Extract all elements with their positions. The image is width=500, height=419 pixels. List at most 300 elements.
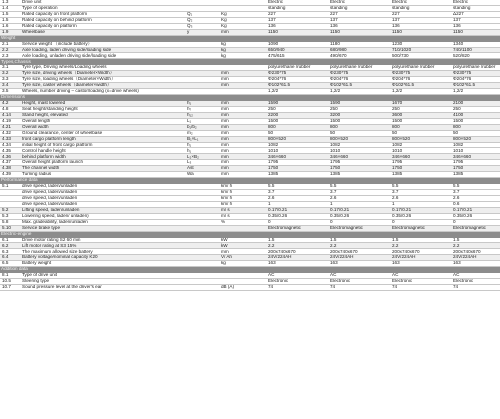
row-value-model-4: 0: [439, 219, 500, 225]
row-number: 6.4: [0, 255, 21, 261]
row-value-model-4: Δ227: [439, 11, 500, 17]
row-number: 6.2: [0, 243, 21, 249]
row-symbol: Q₁: [186, 11, 220, 17]
row-value-model-2: Electromagnetic: [316, 225, 378, 231]
row-label: Max. gradeability, laden/unladen: [21, 219, 186, 225]
row-value-model-4: 2.2: [439, 243, 500, 249]
row-value-model-4: 1500: [439, 118, 500, 124]
row-label: Rated capacity on platform: [21, 23, 186, 29]
row-value-model-4: 1010: [439, 148, 500, 154]
row-unit: km/ h: [220, 190, 254, 196]
row-unit: mm: [220, 160, 254, 166]
row-number: 3.4: [0, 83, 21, 89]
row-label: Service weight （include battery）: [21, 41, 186, 47]
row-value-model-4: 136: [439, 23, 500, 29]
row-symbol: Q₂: [186, 17, 220, 23]
row-label: Type of drive unit: [21, 273, 186, 279]
row-value-model-3: 710/1020: [378, 47, 439, 53]
row-value-model-1: Φ230*75: [254, 71, 316, 77]
row-value-model-2: 250: [316, 106, 378, 112]
row-value-model-1: Electronic: [254, 279, 316, 285]
row-value-model-1: 163: [254, 261, 316, 267]
row-label: Battery weight: [21, 261, 186, 267]
row-number: 2.1: [0, 41, 21, 47]
row-number: 6.3: [0, 249, 21, 255]
row-value-model-1: 3.7: [254, 190, 316, 196]
row-unit: km/ h: [220, 184, 254, 190]
row-unit: mm: [220, 136, 254, 142]
row-number: 8.1: [0, 273, 21, 279]
row-symbol: B₁×L₁: [186, 136, 220, 142]
row-label: drive speed, laden/unladen: [21, 190, 186, 196]
row-value-model-2: 1750: [316, 166, 378, 172]
row-label: Overall length: [21, 118, 186, 124]
row-value-model-1: 74: [254, 285, 316, 291]
row-value-model-1: 1082: [254, 142, 316, 148]
row-value-model-2: 3200: [316, 112, 378, 118]
row-value-model-2: 2.6: [316, 195, 378, 201]
row-symbol: [186, 285, 220, 291]
row-value-model-3: 136: [378, 23, 439, 29]
row-value-model-3: 1082: [378, 142, 439, 148]
row-unit: kg: [220, 41, 254, 47]
row-number: 2.3: [0, 53, 21, 59]
row-value-model-1: 1150: [254, 29, 316, 35]
row-label: Axle loading, laden driving side/loading side: [21, 47, 186, 53]
row-label: Seat height/standing height: [21, 106, 186, 112]
row-number: 5.10: [0, 225, 21, 231]
row-label: Sound pressure level at the driver's ear: [21, 285, 186, 291]
row-value-model-1: 1750: [254, 166, 316, 172]
row-value-model-4: 50: [439, 130, 500, 136]
row-value-model-2: 800: [316, 124, 378, 130]
row-value-model-2: polyurethane /rubber: [316, 65, 378, 71]
row-value-model-2: 24V/224AH: [316, 255, 378, 261]
row-value-model-1: 1795: [254, 160, 316, 166]
row-value-model-4: standing: [439, 5, 500, 11]
row-unit: mm: [220, 83, 254, 89]
row-value-model-1: 475/615: [254, 53, 316, 59]
row-value-model-4: 346×660: [439, 154, 500, 160]
row-value-model-1: 24V/224AH: [254, 255, 316, 261]
row-value-model-3: Φ204*76: [378, 77, 439, 83]
row-unit: mm: [220, 166, 254, 172]
row-number: 4.38: [0, 166, 21, 172]
row-value-model-4: 0.35/0.26: [439, 213, 500, 219]
row-unit: m/ s: [220, 213, 254, 219]
row-number: 1.4: [0, 5, 21, 11]
row-unit: m/ s: [220, 207, 254, 213]
row-value-model-2: 200x740x670: [316, 249, 378, 255]
row-label: Control handle height: [21, 148, 186, 154]
row-unit: mm: [220, 124, 254, 130]
row-value-model-2: 2.2: [316, 243, 378, 249]
row-number: 3.2: [0, 71, 21, 77]
row-value-model-3: 1230: [378, 41, 439, 47]
row-label: Turning radius: [21, 172, 186, 178]
row-unit: mm: [220, 71, 254, 77]
row-value-model-4: 520/820: [439, 53, 500, 59]
row-value-model-1: 0.35/0.26: [254, 213, 316, 219]
row-unit: kW: [220, 243, 254, 249]
row-value-model-1: Φ102*61.5: [254, 83, 316, 89]
row-value-model-3: 3.7: [378, 190, 439, 196]
row-value-model-3: 2.2: [378, 243, 439, 249]
row-label: Battery voltage/nominal capacity K20: [21, 255, 186, 261]
row-label: Height, mast lowered: [21, 100, 186, 106]
row-number: 4.19: [0, 118, 21, 124]
row-number: 4.39: [0, 172, 21, 178]
row-number: 3.5: [0, 89, 21, 95]
row-value-model-2: Φ102*61.5: [316, 83, 378, 89]
row-label: Ground clearance, center of wheelbase: [21, 130, 186, 136]
row-label: Tyre size, driving wheels（Diameter×Width）: [21, 71, 186, 77]
spec-row: [0, 285, 500, 291]
row-value-model-2: 800×520: [316, 136, 378, 142]
row-label: drive speed, laden/unladen: [21, 195, 186, 201]
row-number: 4.33: [0, 136, 21, 142]
row-unit: mm: [220, 142, 254, 148]
row-symbol: L₂×B₂: [186, 154, 220, 160]
row-label: drive speed, laden/unladen: [21, 201, 186, 207]
row-value-model-3: Φ102*61.5: [378, 83, 439, 89]
row-unit: kW: [220, 237, 254, 243]
row-value-model-1: 1010: [254, 148, 316, 154]
row-value-model-2: 0.17/0.21: [316, 207, 378, 213]
row-value-model-4: 2.6: [439, 195, 500, 201]
row-unit: dB (A): [220, 285, 254, 291]
row-value-model-4: 800: [439, 124, 500, 130]
row-value-model-1: standing: [254, 5, 316, 11]
row-label: Drive unit: [21, 0, 186, 5]
row-unit: mm: [220, 130, 254, 136]
row-value-model-1: 5.5: [254, 184, 316, 190]
row-label: Steering type: [21, 279, 186, 285]
row-unit: mm: [220, 148, 254, 154]
row-unit: Kg: [220, 17, 254, 23]
row-symbol: L₁: [186, 118, 220, 124]
row-value-model-2: 227: [316, 11, 378, 17]
row-label: Overall height platform launch: [21, 160, 186, 166]
row-value-model-1: 2.2: [254, 243, 316, 249]
row-number: 10.7: [0, 285, 21, 291]
row-value-model-4: 1795: [439, 160, 500, 166]
row-unit: mm: [220, 249, 254, 255]
section-title: Dimensions: [0, 95, 500, 101]
row-number: 2.2: [0, 47, 21, 53]
row-value-model-4: 1082: [439, 142, 500, 148]
row-label: Drive motor rating S2 60 min: [21, 237, 186, 243]
row-number: 1.3: [0, 0, 21, 5]
row-value-model-2: standing: [316, 5, 378, 11]
row-unit: km/ h: [220, 195, 254, 201]
row-value-model-2: 3.7: [316, 190, 378, 196]
row-value-model-1: 346×660: [254, 154, 316, 160]
row-value-model-2: Electronic: [316, 279, 378, 285]
row-unit: kg: [220, 53, 254, 59]
row-label: Wheelbase: [21, 29, 186, 35]
section-title: Types,Chassis: [0, 59, 500, 65]
row-label: Rated capacity on behind platform: [21, 17, 186, 23]
row-label: Stand height, elevated: [21, 112, 186, 118]
row-value-model-3: 250: [378, 106, 439, 112]
row-value-model-1: 1590: [254, 100, 316, 106]
row-value-model-2: 1082: [316, 142, 378, 148]
row-value-model-2: 5.5: [316, 184, 378, 190]
row-value-model-2: 1.5: [316, 237, 378, 243]
row-symbol: y: [186, 29, 220, 35]
row-symbol: L₃: [186, 160, 220, 166]
row-value-model-3: Φ230*75: [378, 71, 439, 77]
row-symbol: h₇: [186, 106, 220, 112]
row-value-model-3: 227: [378, 11, 439, 17]
row-value-model-3: 800×520: [378, 136, 439, 142]
row-value-model-2: 1,2/2: [316, 89, 378, 95]
row-symbol: h₁: [186, 100, 220, 106]
row-value-model-1: 200x740x670: [254, 249, 316, 255]
row-number: 5.8: [0, 219, 21, 225]
row-symbol: Wa: [186, 172, 220, 178]
row-value-model-3: 24V/224AH: [378, 255, 439, 261]
row-value-model-4: 5.5: [439, 184, 500, 190]
section-title: Performance data: [0, 178, 500, 184]
row-value-model-3: 346×660: [378, 154, 439, 160]
row-unit: mm: [220, 118, 254, 124]
row-value-model-2: 1: [316, 201, 378, 207]
row-label: Lift motor rating at S3 15%: [21, 243, 186, 249]
row-value-model-4: 1385: [439, 172, 500, 178]
row-value-model-4: Electric: [439, 0, 500, 5]
row-value-model-1: 0: [254, 219, 316, 225]
row-label: Tyre size, caster wheels（diameter×width）: [21, 83, 186, 89]
row-value-model-4: 1.5: [439, 237, 500, 243]
row-value-model-2: 1180: [316, 41, 378, 47]
row-value-model-4: 1,2/2: [439, 89, 500, 95]
row-value-model-2: 346×660: [316, 154, 378, 160]
row-label: Wheels, number driving – castor/loading (x=drive wheels): [21, 89, 186, 95]
row-number: 4.36: [0, 154, 21, 160]
row-label: front cargo platform length: [21, 136, 186, 142]
row-value-model-4: 0.6: [439, 201, 500, 207]
row-number: 5.3: [0, 213, 21, 219]
row-unit: kg: [220, 47, 254, 53]
row-number: 4.21: [0, 124, 21, 130]
row-value-model-4: Φ204*76: [439, 77, 500, 83]
row-number: 4.14: [0, 112, 21, 118]
row-number: 3.3: [0, 77, 21, 83]
row-value-model-1: Electromagnetic: [254, 225, 316, 231]
row-value-model-4: 740/1100: [439, 47, 500, 53]
row-value-model-1: 1.5: [254, 237, 316, 243]
row-value-model-3: Electric: [378, 0, 439, 5]
row-unit: mm: [220, 106, 254, 112]
row-value-model-2: 680/980: [316, 47, 378, 53]
row-value-model-3: 800: [378, 124, 439, 130]
row-value-model-4: 3.7: [439, 190, 500, 196]
row-value-model-1: 800: [254, 124, 316, 130]
row-value-model-2: 136: [316, 23, 378, 29]
row-unit: Kg: [220, 23, 254, 29]
row-value-model-4: 2100: [439, 100, 500, 106]
row-value-model-3: 500/730: [378, 53, 439, 59]
row-value-model-2: 74: [316, 285, 378, 291]
row-value-model-2: 163: [316, 261, 378, 267]
row-number: 4.34: [0, 142, 21, 148]
row-value-model-1: 2200: [254, 112, 316, 118]
row-label: The channel width: [21, 166, 186, 172]
row-symbol: h₁: [186, 142, 220, 148]
row-unit: mm: [220, 154, 254, 160]
row-number: 1.6: [0, 23, 21, 29]
row-value-model-3: 1795: [378, 160, 439, 166]
row-number: 4.35: [0, 148, 21, 154]
row-value-model-4: Electromagnetic: [439, 225, 500, 231]
row-value-model-4: 4100: [439, 112, 500, 118]
row-value-model-3: 5.5: [378, 184, 439, 190]
row-value-model-3: 1385: [378, 172, 439, 178]
row-label: Tyre size, loading wheels（Diameter×Width）: [21, 77, 186, 83]
row-value-model-2: 1010: [316, 148, 378, 154]
row-number: 4.37: [0, 160, 21, 166]
row-symbol: h₁₂: [186, 112, 220, 118]
row-value-model-1: 227: [254, 11, 316, 17]
row-value-model-3: 1: [378, 201, 439, 207]
row-value-model-3: 163: [378, 261, 439, 267]
row-label: Type of operation: [21, 5, 186, 11]
row-unit: V/ Ah: [220, 255, 254, 261]
row-number: 6.5: [0, 261, 21, 267]
row-value-model-2: Φ204*76: [316, 77, 378, 83]
row-value-model-1: 800×520: [254, 136, 316, 142]
row-unit: mm: [220, 112, 254, 118]
row-value-model-3: 1,2/2: [378, 89, 439, 95]
row-value-model-2: 490/670: [316, 53, 378, 59]
row-number: 4.32: [0, 130, 21, 136]
row-value-model-3: standing: [378, 5, 439, 11]
row-value-model-3: 1150: [378, 29, 439, 35]
row-number: 1.5: [0, 11, 21, 17]
row-label: drive speed, laden/unladen: [21, 184, 186, 190]
row-value-model-3: 74: [378, 285, 439, 291]
row-number: 3.1: [0, 65, 21, 71]
row-value-model-1: 137: [254, 17, 316, 23]
row-unit: kg: [220, 261, 254, 267]
row-unit: mm: [220, 77, 254, 83]
row-value-model-2: 1590: [316, 100, 378, 106]
row-value-model-3: 1010: [378, 148, 439, 154]
row-value-model-3: Electronic: [378, 279, 439, 285]
row-value-model-4: 24V/224AH: [439, 255, 500, 261]
row-value-model-2: 137: [316, 17, 378, 23]
row-number: 1.9: [0, 29, 21, 35]
row-value-model-3: 137: [378, 17, 439, 23]
row-value-model-3: Electromagnetic: [378, 225, 439, 231]
row-value-model-3: 2.6: [378, 195, 439, 201]
row-label: Axle loading, unladen driving side/loading side: [21, 53, 186, 59]
row-label: Lifting speed, laden/unladen: [21, 207, 186, 213]
row-value-model-3: 1500: [378, 118, 439, 124]
row-value-model-2: Φ230*75: [316, 71, 378, 77]
row-number: 5.1: [0, 184, 21, 190]
row-unit: mm: [220, 172, 254, 178]
row-value-model-1: 0.17/0.21: [254, 207, 316, 213]
row-label: Lowering speed, laden/ unladen): [21, 213, 186, 219]
row-value-model-2: AC: [316, 273, 378, 279]
row-value-model-4: 200x740x670: [439, 249, 500, 255]
row-value-model-4: 1150: [439, 29, 500, 35]
row-label: initial height of front cargo platform: [21, 142, 186, 148]
row-value-model-2: 0: [316, 219, 378, 225]
section-title: Electric-engine: [0, 231, 500, 237]
row-number: 6.1: [0, 237, 21, 243]
row-number: 5.2: [0, 207, 21, 213]
row-value-model-3: 1.5: [378, 237, 439, 243]
row-value-model-4: 74: [439, 285, 500, 291]
row-value-model-3: 1750: [378, 166, 439, 172]
row-value-model-1: polyurethane /rubber: [254, 65, 316, 71]
row-value-model-1: 1090: [254, 41, 316, 47]
row-value-model-4: Φ102*61.5: [439, 83, 500, 89]
row-unit: %: [220, 219, 254, 225]
row-number: 1.5: [0, 17, 21, 23]
row-value-model-1: 1,2/2: [254, 89, 316, 95]
row-value-model-2: 1500: [316, 118, 378, 124]
row-value-model-4: AC: [439, 273, 500, 279]
row-value-model-2: 50: [316, 130, 378, 136]
row-symbol: m₂: [186, 130, 220, 136]
row-value-model-4: 250: [439, 106, 500, 112]
row-value-model-2: 0.35/0.26: [316, 213, 378, 219]
row-label: Tyre type, Driving wheels/Loading wheels: [21, 65, 186, 71]
row-value-model-2: 1385: [316, 172, 378, 178]
row-value-model-4: Φ230*75: [439, 71, 500, 77]
row-value-model-2: 1150: [316, 29, 378, 35]
row-value-model-3: 0.35/0.26: [378, 213, 439, 219]
row-value-model-1: 250: [254, 106, 316, 112]
row-unit: mm: [220, 100, 254, 106]
row-value-model-1: 2.6: [254, 195, 316, 201]
row-value-model-1: 1385: [254, 172, 316, 178]
row-value-model-3: AC: [378, 273, 439, 279]
row-value-model-3: 0.17/0.21: [378, 207, 439, 213]
row-value-model-4: 163: [439, 261, 500, 267]
row-value-model-4: 0.17/0.21: [439, 207, 500, 213]
row-label: Overall width: [21, 124, 186, 130]
row-value-model-1: 50: [254, 130, 316, 136]
row-value-model-1: Φ204*76: [254, 77, 316, 83]
row-value-model-4: Electronic: [439, 279, 500, 285]
row-value-model-1: 650/940: [254, 47, 316, 53]
row-value-model-2: Electric: [316, 0, 378, 5]
row-symbol: Q₃: [186, 23, 220, 29]
row-number: 10.5: [0, 279, 21, 285]
row-number: 4.8: [0, 106, 21, 112]
row-label: behind platform width: [21, 154, 186, 160]
row-value-model-1: 1: [254, 201, 316, 207]
row-value-model-1: 1500: [254, 118, 316, 124]
row-label: Service brake type: [21, 225, 186, 231]
row-unit: km/ h: [220, 201, 254, 207]
section-title: Weight: [0, 35, 500, 41]
row-symbol: b₁/b₂: [186, 124, 220, 130]
row-value-model-3: 3600: [378, 112, 439, 118]
row-value-model-4: 137: [439, 17, 500, 23]
row-value-model-4: 1750: [439, 166, 500, 172]
row-label: The maximum allowed size battery: [21, 249, 186, 255]
row-value-model-1: Electric: [254, 0, 316, 5]
row-unit: Kg: [220, 11, 254, 17]
row-unit: mm: [220, 29, 254, 35]
